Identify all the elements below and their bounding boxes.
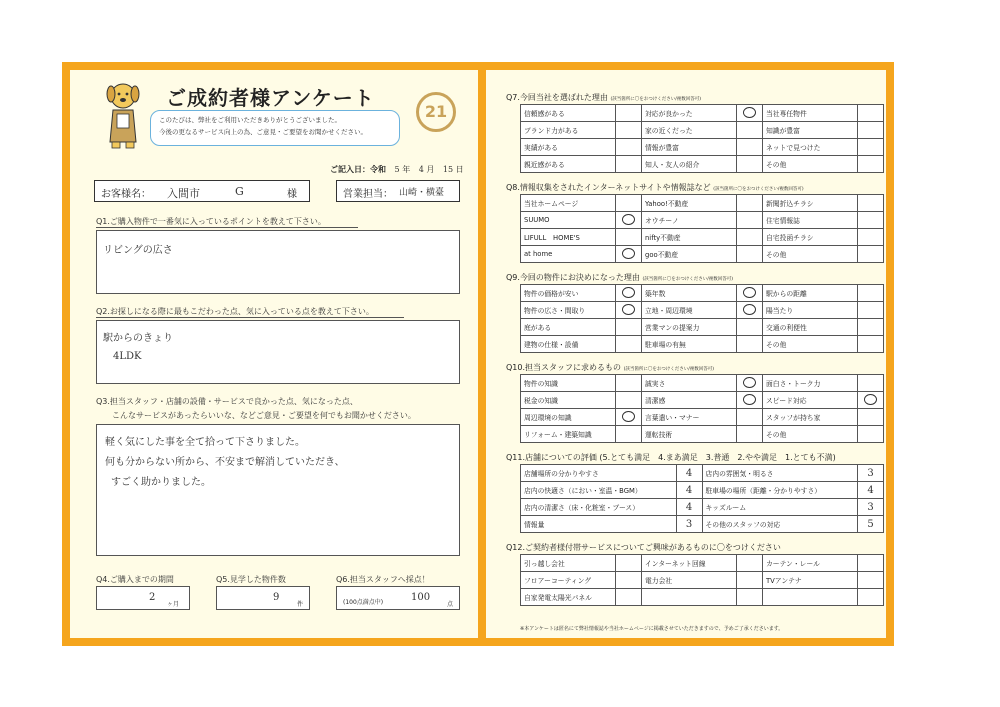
option-cell: 物件の広さ・間取り bbox=[521, 302, 616, 319]
option-cell: 駐車場の有無 bbox=[642, 336, 737, 353]
option-cell: その他 bbox=[763, 246, 858, 263]
option-cell: 誠実さ bbox=[642, 375, 737, 392]
date-year: 5 bbox=[394, 165, 400, 174]
q4-label: Q4.ご購入までの期間 bbox=[96, 575, 174, 584]
q6-label: Q6.担当スタッフへ採点！ bbox=[336, 575, 430, 584]
circle-mark-icon bbox=[622, 411, 635, 422]
mark-cell[interactable] bbox=[737, 195, 763, 212]
footer-note: ※本アンケートは匿名にて弊社情報誌や当社ホームページに掲載させていただきますので、予めご了承くださいます。 bbox=[520, 626, 784, 632]
mark-cell[interactable] bbox=[616, 409, 642, 426]
mark-cell[interactable] bbox=[616, 122, 642, 139]
q8-title bbox=[506, 182, 804, 193]
mark-cell[interactable] bbox=[858, 409, 884, 426]
mark-cell[interactable] bbox=[737, 246, 763, 263]
option-cell: 対応が良かった bbox=[642, 105, 737, 122]
option-cell: 営業マンの提案力 bbox=[642, 319, 737, 336]
mark-cell[interactable] bbox=[858, 555, 884, 572]
circle-mark-icon bbox=[622, 248, 635, 259]
q5-value: 9 bbox=[273, 592, 280, 603]
q8-note: (該当箇所に〇をおつけください/複数回答可) bbox=[713, 187, 804, 192]
mark-cell[interactable] bbox=[858, 246, 884, 263]
option-cell: 交通の利便性 bbox=[763, 319, 858, 336]
customer-honorific: 様 bbox=[287, 189, 297, 200]
option-cell: 自宅投函チラシ bbox=[763, 229, 858, 246]
option-cell: 物件の価格が安い bbox=[521, 285, 616, 302]
table-row bbox=[521, 212, 884, 229]
q8-title-text: Q8.情報収集をされたインターネットサイトや情報誌など bbox=[506, 183, 711, 192]
mark-cell[interactable] bbox=[616, 195, 642, 212]
table-row bbox=[521, 465, 884, 482]
mark-cell[interactable] bbox=[616, 336, 642, 353]
table-row bbox=[521, 499, 884, 516]
option-cell: 住宅情報誌 bbox=[763, 212, 858, 229]
option-cell: 店内の清潔さ（床・化粧室・ブース） bbox=[521, 499, 677, 516]
table-row bbox=[521, 302, 884, 319]
staff-label: 営業担当： bbox=[343, 189, 393, 200]
option-cell: Yahoo!不動産 bbox=[642, 195, 737, 212]
mark-cell[interactable] bbox=[616, 229, 642, 246]
mark-cell[interactable] bbox=[737, 336, 763, 353]
mark-cell[interactable] bbox=[737, 139, 763, 156]
mark-cell[interactable] bbox=[616, 212, 642, 229]
option-cell: ブランド力がある bbox=[521, 122, 616, 139]
q9-note: (該当箇所に〇をおつけください/複数回答可) bbox=[642, 277, 733, 282]
circle-mark-icon bbox=[622, 287, 635, 298]
q3-answer-box bbox=[96, 424, 460, 556]
option-cell: 電力会社 bbox=[642, 572, 737, 589]
mark-cell[interactable] bbox=[616, 426, 642, 443]
q7-title-text: Q7.今回当社を選ばれた理由 bbox=[506, 93, 608, 102]
left-page bbox=[70, 70, 478, 638]
circle-mark-icon bbox=[743, 394, 756, 405]
q4-unit: ヶ月 bbox=[167, 601, 180, 608]
mark-cell[interactable] bbox=[737, 212, 763, 229]
option-cell: その他 bbox=[763, 336, 858, 353]
mark-cell[interactable] bbox=[616, 156, 642, 173]
q9-title bbox=[506, 272, 733, 283]
option-cell: 情報量 bbox=[521, 516, 677, 533]
date-month: 4 bbox=[418, 165, 424, 174]
option-cell: 陽当たり bbox=[763, 302, 858, 319]
q11-table bbox=[520, 464, 884, 533]
mark-cell[interactable] bbox=[737, 229, 763, 246]
option-cell: nifty不動産 bbox=[642, 229, 737, 246]
option-cell: at home bbox=[521, 246, 616, 263]
option-cell: 親近感がある bbox=[521, 156, 616, 173]
option-cell: 新聞折込チラシ bbox=[763, 195, 858, 212]
mark-cell[interactable] bbox=[616, 285, 642, 302]
q7-title bbox=[506, 92, 701, 103]
option-cell: 知識が豊富 bbox=[763, 122, 858, 139]
mark-cell[interactable] bbox=[858, 572, 884, 589]
mark-cell[interactable] bbox=[737, 426, 763, 443]
customer-name-box bbox=[94, 180, 310, 202]
mark-cell[interactable] bbox=[858, 336, 884, 353]
option-cell: 知人・友人の紹介 bbox=[642, 156, 737, 173]
option-cell: 庭がある bbox=[521, 319, 616, 336]
table-row bbox=[521, 409, 884, 426]
option-cell: goo不動産 bbox=[642, 246, 737, 263]
option-cell: ネットで見つけた bbox=[763, 139, 858, 156]
mark-cell[interactable] bbox=[616, 572, 642, 589]
option-cell: 当社専任物件 bbox=[763, 105, 858, 122]
option-cell: 引っ越し会社 bbox=[521, 555, 616, 572]
mark-cell[interactable] bbox=[858, 285, 884, 302]
option-cell: その他のスタッフの対応 bbox=[702, 516, 858, 533]
option-cell: 立地・周辺環境 bbox=[642, 302, 737, 319]
dog-mascot-icon bbox=[98, 80, 148, 150]
q12-title-text: Q12.ご契約者様付帯サービスについてご興味があるものに〇をつけください bbox=[506, 543, 781, 552]
option-cell: 当社ホームページ bbox=[521, 195, 616, 212]
customer-label: お客様名： bbox=[101, 189, 151, 200]
mark-cell[interactable] bbox=[737, 572, 763, 589]
option-cell: 実績がある bbox=[521, 139, 616, 156]
q10-table bbox=[520, 374, 884, 443]
mark-cell[interactable] bbox=[616, 555, 642, 572]
q10-title bbox=[506, 362, 714, 373]
option-cell: 信頼感がある bbox=[521, 105, 616, 122]
mark-cell[interactable] bbox=[616, 375, 642, 392]
q7-table bbox=[520, 104, 884, 173]
mark-cell[interactable] bbox=[858, 319, 884, 336]
option-cell: スタッフが持ち家 bbox=[763, 409, 858, 426]
q6-note: (100点満点中) bbox=[343, 599, 384, 606]
mark-cell[interactable] bbox=[737, 555, 763, 572]
score-cell: 4 bbox=[676, 465, 702, 482]
q3-answer-line-3: すごく助かりました。 bbox=[111, 477, 211, 488]
mark-cell[interactable] bbox=[858, 139, 884, 156]
option-cell: 店舗場所の分かりやすさ bbox=[521, 465, 677, 482]
greeting-line-2: 今後の更なるサービス向上の為、ご意見・ご要望をお聞かせください。 bbox=[159, 128, 367, 136]
q2-underline bbox=[96, 317, 404, 318]
mark-cell[interactable] bbox=[616, 302, 642, 319]
q11-title bbox=[506, 452, 836, 463]
q12-title bbox=[506, 542, 781, 553]
score-cell: 3 bbox=[676, 516, 702, 533]
q1-underline bbox=[96, 227, 358, 228]
q2-answer-line-2: 4LDK bbox=[113, 351, 142, 362]
q12-table bbox=[520, 554, 884, 606]
option-cell: フロアーコーティング bbox=[521, 572, 616, 589]
table-row bbox=[521, 336, 884, 353]
option-cell: 建物の仕様・設備 bbox=[521, 336, 616, 353]
right-page bbox=[486, 70, 886, 638]
option-cell: 築年数 bbox=[642, 285, 737, 302]
table-row bbox=[521, 516, 884, 533]
option-cell: TVアンテナ bbox=[763, 572, 858, 589]
table-row bbox=[521, 426, 884, 443]
mark-cell[interactable] bbox=[737, 285, 763, 302]
q6-unit: 点 bbox=[447, 601, 454, 608]
mark-cell[interactable] bbox=[737, 375, 763, 392]
staff-name: 山崎・横臺 bbox=[399, 188, 445, 198]
mark-cell[interactable] bbox=[616, 392, 642, 409]
option-cell: インターネット回線 bbox=[642, 555, 737, 572]
entry-date bbox=[330, 164, 464, 175]
q1-answer-box bbox=[96, 230, 460, 294]
table-row bbox=[521, 482, 884, 499]
q2-answer-box bbox=[96, 320, 460, 384]
table-row bbox=[521, 319, 884, 336]
mark-cell[interactable] bbox=[858, 426, 884, 443]
q10-note: (該当箇所に〇をおつけください/複数回答可) bbox=[623, 367, 715, 372]
q3-answer-line-1: 軽く気にした事を全て拾って下さりました。 bbox=[105, 437, 305, 448]
score-cell: 4 bbox=[676, 499, 702, 516]
option-cell: 駐車場の場所（距離・分かりやすさ） bbox=[702, 482, 858, 499]
q2-label: Q2.お探しになる際に最もこだわった点、気に入っている点を教えて下さい。 bbox=[96, 307, 374, 316]
q4-answer-box bbox=[96, 586, 190, 610]
option-cell: 駅からの距離 bbox=[763, 285, 858, 302]
date-day: 15 bbox=[442, 165, 454, 174]
mark-cell[interactable] bbox=[616, 139, 642, 156]
option-cell: 物件の知識 bbox=[521, 375, 616, 392]
option-cell: 清潔感 bbox=[642, 392, 737, 409]
mark-cell[interactable] bbox=[858, 302, 884, 319]
q5-label: Q5.見学した物件数 bbox=[216, 575, 286, 584]
score-cell: 3 bbox=[858, 465, 884, 482]
mark-cell[interactable] bbox=[858, 195, 884, 212]
table-row bbox=[521, 285, 884, 302]
option-cell: リフォーム・建築知識 bbox=[521, 426, 616, 443]
table-row bbox=[521, 195, 884, 212]
q6-answer-box bbox=[336, 586, 460, 610]
century21-logo: 21 bbox=[416, 92, 456, 132]
mark-cell[interactable] bbox=[616, 246, 642, 263]
customer-city: 入間市 bbox=[167, 187, 200, 200]
score-cell: 4 bbox=[676, 482, 702, 499]
mark-cell[interactable] bbox=[858, 375, 884, 392]
mark-cell[interactable] bbox=[737, 589, 763, 606]
option-cell: オウチーノ bbox=[642, 212, 737, 229]
page-title: ご成約者様アンケート bbox=[166, 86, 375, 110]
table-row bbox=[521, 246, 884, 263]
mark-cell[interactable] bbox=[858, 392, 884, 409]
q1-answer: リビングの広さ bbox=[103, 245, 173, 256]
table-row bbox=[521, 122, 884, 139]
date-year-unit: 年 bbox=[402, 165, 411, 174]
q3-answer-line-2: 何も分からない所から、不安まで解消していただき、 bbox=[105, 457, 345, 468]
table-row bbox=[521, 589, 884, 606]
q1-label: Q1.ご購入物件で一番気に入っているポイントを教えて下さい。 bbox=[96, 217, 326, 226]
q6-value: 100 bbox=[411, 592, 431, 603]
mark-cell[interactable] bbox=[737, 156, 763, 173]
score-cell: 4 bbox=[858, 482, 884, 499]
option-cell: 家の近くだった bbox=[642, 122, 737, 139]
option-cell: スピード対応 bbox=[763, 392, 858, 409]
mark-cell[interactable] bbox=[737, 302, 763, 319]
table-row bbox=[521, 156, 884, 173]
q2-answer-line-1: 駅からのきょり bbox=[103, 333, 173, 344]
score-cell: 3 bbox=[858, 499, 884, 516]
option-cell: 店内の快適さ（におい・室温・BGM） bbox=[521, 482, 677, 499]
mark-cell[interactable] bbox=[737, 319, 763, 336]
circle-mark-icon bbox=[622, 304, 635, 315]
q4-value: 2 bbox=[149, 592, 156, 603]
table-row bbox=[521, 375, 884, 392]
staff-box bbox=[336, 180, 460, 202]
option-cell: 周辺環境の知識 bbox=[521, 409, 616, 426]
circle-mark-icon bbox=[743, 287, 756, 298]
q3-label-line-2: こんなサービスがあったらいいな、などご意見・ご要望を何でもお聞かせください。 bbox=[112, 411, 416, 420]
option-cell: 税金の知識 bbox=[521, 392, 616, 409]
mark-cell[interactable] bbox=[858, 212, 884, 229]
greeting-line-1: このたびは、弊社をご利用いただきありがとうございました。 bbox=[159, 116, 341, 124]
option-cell: LIFULL HOME'S bbox=[521, 229, 616, 246]
q5-unit: 件 bbox=[297, 601, 304, 608]
table-row bbox=[521, 229, 884, 246]
table-row bbox=[521, 392, 884, 409]
mark-cell[interactable] bbox=[616, 319, 642, 336]
q10-title-text: Q10.担当スタッフに求めるもの bbox=[506, 363, 622, 372]
mark-cell[interactable] bbox=[858, 156, 884, 173]
option-cell: その他 bbox=[763, 426, 858, 443]
option-cell: カーテン・レール bbox=[763, 555, 858, 572]
table-row bbox=[521, 139, 884, 156]
option-cell: 運転技術 bbox=[642, 426, 737, 443]
mark-cell[interactable] bbox=[858, 105, 884, 122]
circle-mark-icon bbox=[622, 214, 635, 225]
center-divider bbox=[478, 70, 486, 638]
score-cell: 5 bbox=[858, 516, 884, 533]
survey-sheet bbox=[62, 62, 894, 646]
option-cell bbox=[642, 589, 737, 606]
mark-cell[interactable] bbox=[737, 105, 763, 122]
table-row bbox=[521, 105, 884, 122]
mark-cell[interactable] bbox=[737, 409, 763, 426]
table-row bbox=[521, 572, 884, 589]
option-cell: キッズルーム bbox=[702, 499, 858, 516]
q5-answer-box bbox=[216, 586, 310, 610]
q9-title-text: Q9.今回の物件にお決めになった理由 bbox=[506, 273, 640, 282]
q11-title-text: Q11.店舗についての評価 (5.とても満足 4.まあ満足 3.普通 2.やや満足 1.とても不満) bbox=[506, 453, 836, 462]
greeting-bubble bbox=[150, 110, 400, 146]
date-label: ご記入日：令和 bbox=[330, 165, 386, 174]
circle-mark-icon bbox=[743, 107, 756, 118]
circle-mark-icon bbox=[743, 377, 756, 388]
option-cell: 自家発電太陽光パネル bbox=[521, 589, 616, 606]
table-row bbox=[521, 555, 884, 572]
option-cell: 言葉遣い・マナー bbox=[642, 409, 737, 426]
customer-initial: G bbox=[235, 185, 244, 198]
date-month-unit: 月 bbox=[426, 165, 435, 174]
option-cell: 情報が豊富 bbox=[642, 139, 737, 156]
q8-table bbox=[520, 194, 884, 263]
q9-table bbox=[520, 284, 884, 353]
option-cell bbox=[763, 589, 858, 606]
option-cell: その他 bbox=[763, 156, 858, 173]
mark-cell[interactable] bbox=[737, 392, 763, 409]
mark-cell[interactable] bbox=[616, 105, 642, 122]
mark-cell[interactable] bbox=[616, 589, 642, 606]
option-cell: 面白さ・トーク力 bbox=[763, 375, 858, 392]
mark-cell[interactable] bbox=[858, 122, 884, 139]
circle-mark-icon bbox=[743, 304, 756, 315]
q7-note: (該当箇所に〇をおつけください/複数回答可) bbox=[610, 97, 701, 102]
option-cell: SUUMO bbox=[521, 212, 616, 229]
mark-cell[interactable] bbox=[737, 122, 763, 139]
mark-cell[interactable] bbox=[858, 589, 884, 606]
date-day-unit: 日 bbox=[455, 165, 464, 174]
mark-cell[interactable] bbox=[858, 229, 884, 246]
q3-label-line-1: Q3.担当スタッフ・店舗の設備・サービスで良かった点、気になった点、 bbox=[96, 397, 358, 406]
circle-mark-icon bbox=[864, 394, 877, 405]
option-cell: 店内の雰囲気・明るさ bbox=[702, 465, 858, 482]
